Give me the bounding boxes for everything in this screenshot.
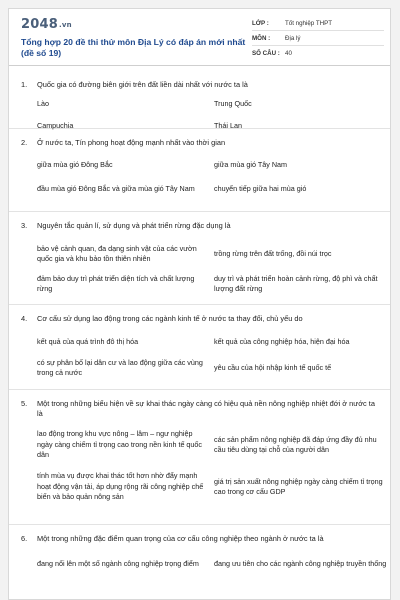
meta-label: LỚP : [252,19,269,27]
answer-option-c[interactable]: đầu mùa gió Đông Bắc và giữa mùa gió Tây Nam [37,183,195,193]
answer-option-a[interactable]: Lào [37,98,49,108]
question-number: 1. [21,80,28,89]
answer-option-d[interactable]: chuyển tiếp giữa hai mùa gió [214,183,307,193]
question-1 [9,66,390,129]
answer-options [21,93,382,137]
meta-row-count [252,46,384,60]
answer-option-a[interactable]: đang nổi lên một số ngành công nghiệp trọng điểm [37,558,199,568]
question-stem [21,390,382,419]
answer-options [21,331,382,383]
question-3 [9,212,390,305]
question-2 [9,129,390,212]
meta-row-subject [252,31,384,46]
answer-option-c[interactable]: tính mùa vụ được khai thác tốt hơn nhờ đẩy mạnh hoạt động vận tải, áp dụng rộng rãi công nghiệp chế biến và bảo quản nông sản [37,471,204,502]
question-text: Quốc gia có đường biên giới trên đất liền dài nhất với nước ta là [37,80,248,89]
answer-options [21,239,382,299]
answer-option-a[interactable]: kết quả của quá trình đô thị hóa [37,336,139,346]
answer-option-c[interactable]: đảm bảo duy trì phát triển diện tích và chất lượng rừng [37,273,195,293]
question-4 [9,305,390,390]
answer-option-a[interactable]: bảo vệ cảnh quan, đa dạng sinh vật của các vườn quốc gia và khu bảo tồn thiên nhiên [37,243,197,263]
answer-option-b[interactable]: trồng rừng trên đất trống, đồi núi trọc [214,248,332,258]
answer-option-c[interactable]: có sự phân bố lại dân cư và lao động giữa các vùng trong cả nước [37,357,203,377]
exam-header [9,9,390,66]
answer-options [21,425,382,509]
meta-value: Tốt nghiệp THPT [285,19,333,27]
answer-option-c[interactable]: Campuchia [37,120,74,130]
meta-label: SỐ CÂU : [252,49,280,57]
answer-option-b[interactable]: các sản phẩm nông nghiệp đã đáp ứng đầy đủ nhu cầu tiêu dùng tại chỗ của người dân [214,434,377,454]
question-text: Nguyên tắc quản lí, sử dụng và phát triển rừng đặc dụng là [37,221,231,230]
answer-options [21,155,382,203]
question-number: 5. [21,399,28,408]
question-text: Một trong những đặc điểm quan trọng của cơ cấu công nghiệp theo ngành ở nước ta là [37,534,324,543]
answer-option-a[interactable]: lao động trong khu vực nông – lâm – ngư nghiệp ngày càng chiếm tỉ trọng cao trong nền kinh tế quốc dân [37,429,203,460]
question-stem [21,212,382,231]
question-text: Ở nước ta, Tín phong hoạt động mạnh nhất vào thời gian [37,138,226,147]
question-list [9,66,390,595]
meta-value: Địa lý [285,34,301,42]
exam-sheet [8,8,391,600]
meta-row-class [252,16,384,31]
site-logo[interactable] [21,17,72,32]
question-text: Một trong những biểu hiện về sự khai thác ngày càng có hiệu quả nền nông nghiệp nhiệt đới ở nước ta là [37,399,375,418]
answer-option-b[interactable]: giữa mùa gió Tây Nam [214,159,287,169]
question-5 [9,390,390,525]
meta-value: 40 [285,49,292,57]
answer-option-d[interactable]: giá trị sản xuất nông nghiệp ngày càng chiếm tỉ trọng cao trong cơ cấu GDP [214,476,383,496]
question-number: 3. [21,221,28,230]
answer-options [21,551,387,577]
question-stem [21,305,382,324]
answer-option-b[interactable]: đang ưu tiên cho các ngành công nghiệp truyền thống [214,558,387,568]
question-stem [21,525,382,544]
question-number: 2. [21,138,28,147]
meta-label: MÔN : [252,34,271,42]
question-stem [21,66,382,90]
logo-text: 2048 [21,17,58,32]
answer-option-a[interactable]: giữa mùa gió Đông Bắc [37,159,113,169]
exam-title: Tổng hợp 20 đề thi thử môn Địa Lý có đáp án mới nhất (đề số 19) [21,37,246,58]
exam-meta [252,16,384,60]
question-text: Cơ cấu sử dụng lao động trong các ngành kinh tế ở nước ta thay đổi, chủ yếu do [37,314,303,323]
logo-suffix: .vn [58,21,72,29]
answer-option-d[interactable]: duy trì và phát triển hoàn cảnh rừng, độ phì và chất lượng đất rừng [214,273,378,293]
answer-option-b[interactable]: Trung Quốc [214,98,252,108]
answer-option-d[interactable]: Thái Lan [214,120,242,130]
question-6 [9,525,390,595]
answer-option-d[interactable]: yêu cầu của hội nhập kinh tế quốc tế [214,362,332,372]
question-number: 6. [21,534,28,543]
question-number: 4. [21,314,28,323]
answer-option-b[interactable]: kết quả của công nghiệp hóa, hiện đại hóa [214,336,350,346]
